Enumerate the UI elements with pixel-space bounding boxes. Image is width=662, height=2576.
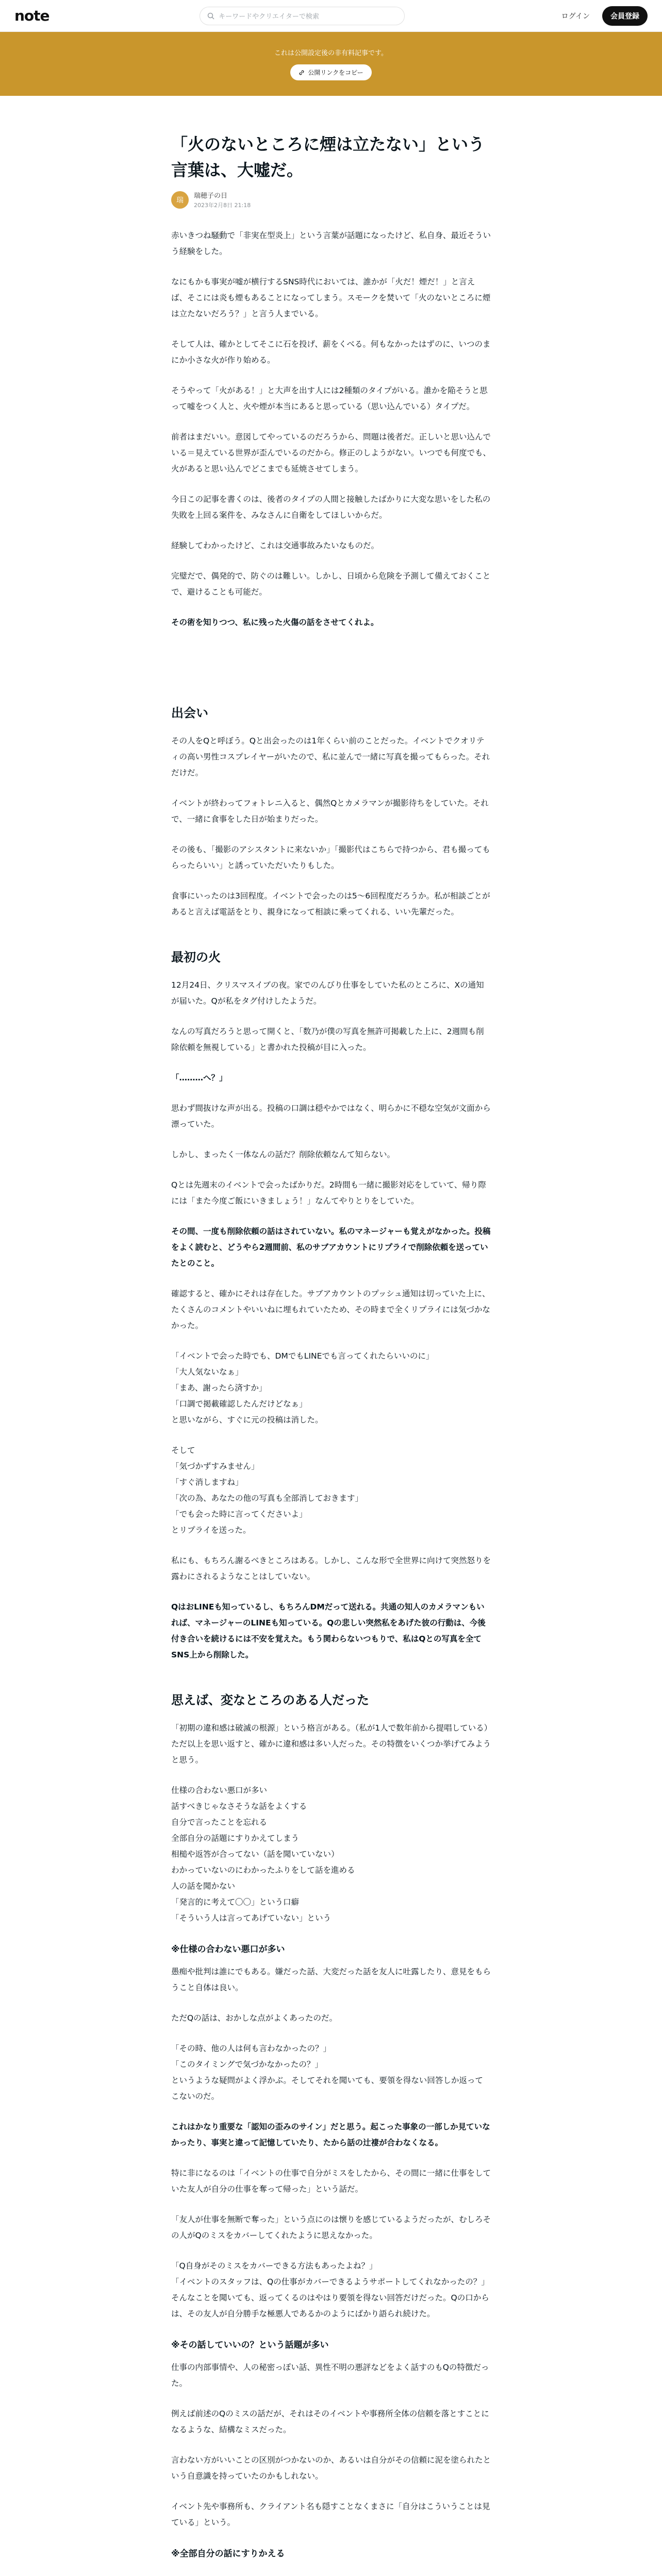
paragraph: そして 「気づかずすみません」 「すぐ消しますね」 「次の為、あなたの他の写真も全部消しておきます」 「でも会った時に言ってくださいよ」 とリプライを送った。 xyxy=(171,1446,363,1535)
search-input[interactable] xyxy=(200,7,405,25)
copy-link-label: 公開リンクをコピー xyxy=(308,69,363,76)
paragraph: 仕事の内部事情や、人の秘密っぽい話、異性不明の悪評などをよく話すのもQの特徴だった。 xyxy=(171,2363,489,2388)
paragraph: 経験してわかったけど、これは交通事故みたいなものだ。 xyxy=(171,541,379,551)
paragraph: これはかなり重要な「認知の歪みのサイン」だと思う。起こった事象の一部しか見ていなかったり、事実と違って記憶していたり、たから話の辻褄が合わなくなる。 xyxy=(171,2122,490,2148)
site-header xyxy=(0,0,662,32)
paragraph: 「初期の違和感は破滅の根源」という格言がある。（私が1人で数年前から提唱している）ただ以上を思い返すと、確かに違和感は多い人だった。その特徴をいくつか挙げてみようと思う。 xyxy=(171,1723,491,1765)
link-icon xyxy=(299,70,305,76)
paragraph: 言わない方がいいことの区別がつかないのか、あるいは自分がその信頼に泥を塗られたという自意識を持っていたのかもしれない。 xyxy=(171,2455,491,2481)
paragraph: 12月24日、クリスマスイブの夜。家でのんびり仕事をしていた私のところに、Xの通知が届いた。Qが私をタグ付けしたようだ。 xyxy=(171,980,484,1006)
author-name[interactable]: 瑞穂子の日 xyxy=(194,192,228,200)
banner-text: これは公開設定後の非有料記事です。 xyxy=(274,49,388,57)
paragraph: 思わず間抜けな声が出る。投稿の口調は穏やかではなく、明らかに不穏な空気が文面から漂っていた。 xyxy=(171,1104,491,1129)
paragraph: なにもかも事実が嘘が横行するSNS時代においては、誰かが「火だ！煙だ！」と言えば、そこには炎も煙もあることになってしまう。スモークを焚いて「火のないところに煙は立たないだろう？」と言う人までいる。 xyxy=(171,277,491,319)
paragraph: 私にも、もちろん謝るべきところはある。しかし、こんな形で全世界に向けて突然怒りを露わにされるようなことはしていない。 xyxy=(171,1556,491,1582)
paragraph: 食事にいったのは3回程度。イベントで会ったのは5〜6回程度だろうか。私が相談ごとがあると言えば電話をとり、親身になって相談に乗ってくれる、いい先輩だった。 xyxy=(171,891,490,917)
notice-banner xyxy=(0,32,662,96)
article-title: 「火のないところに煙は立たない」という言葉は、大嘘だ。 xyxy=(171,134,485,180)
paragraph: イベント先や事務所も、クライアント名も隠すことなくまさに「自分はこういうことは見ている」という。 xyxy=(171,2502,490,2528)
paragraph: なんの写真だろうと思って開くと、「数乃が僕の写真を無許可掲載した上に、2週間も削除依頼を無視している」と書かれた投稿が目に入った。 xyxy=(171,1027,484,1053)
paragraph: ただQの話は、おかしな点がよくあったのだ。 xyxy=(171,2013,338,2023)
paragraph: 「友人が仕事を無断で奪った」という点にのは懐りを感じているようだったが、むしろその人がQのミスをカバーしてくれたように思えなかった。 xyxy=(171,2215,491,2241)
search-placeholder: キーワードやクリエイターで検索 xyxy=(219,13,319,21)
login-button[interactable]: ログイン xyxy=(561,12,590,21)
section-heading: 思えば、変なところのある人だった xyxy=(171,1693,369,1708)
article-body xyxy=(171,228,491,2559)
spacer xyxy=(171,645,491,676)
subsection-heading: ※全部自分の話にすりかえる xyxy=(171,2549,285,2560)
paragraph: 前者はまだいい。意図してやっているのだろうから、問題は後者だ。正しいと思い込んでいる＝見えている世界が歪んでいるのだから。修正のしようがない。いつでも何度でも、火があると思い込んでどこまでも延焼させてしまう。 xyxy=(171,432,491,474)
paragraph: 仕様の合わない悪口が多い 話すべきじゃなさそうな話をよくする 自分で言ったことを忘れる 全部自分の話題にすりかえてしまう 相槌や返答が合ってない（話を聞いていない） わかっていないのにわかったふりをして話を進める 人の話を聞かない 「発言的に考えて〇〇」という口癖 「そういう人は言ってあげていない」という xyxy=(171,1786,355,1923)
paragraph: 今日この記事を書くのは、後者のタイプの人間と接触したばかりに大変な思いをした私の失敗を上回る案件を、みなさんに自衛をしてほしいからだ。 xyxy=(171,495,491,520)
publish-date: 2023年2月8日 21:18 xyxy=(194,202,251,209)
paragraph: イベントが終わってフォトレニ入ると、偶然Qとカメラマンが撮影待ちをしていた。それで、一緒に食事をした日が始まりだった。 xyxy=(171,799,489,824)
paragraph: 例えば前述のQのミスの話だが、それはそのイベントや事務所全体の信頼を落とすことになるような、結構なミスだった。 xyxy=(171,2409,489,2435)
paragraph: そして人は、確かとしてそこに石を投げ、薪をくべる。何もなかったはずのに、いつのまにか小さな火が作り始める。 xyxy=(171,340,491,365)
paragraph: しかし、まったく一体なんの話だ？削除依頼なんて知らない。 xyxy=(171,1150,395,1160)
paragraph: 完璧だで、偶発的で、防ぐのは難しい。しかし、日頃から危険を予測して備えておくことで、避けることも可能だ。 xyxy=(171,571,491,597)
avatar[interactable]: 瑞 xyxy=(171,191,189,209)
paragraph: QはおLINEも知っているし、もちろんDMだって送れる。共通の知人のカメラマンもいれば、マネージャーのLINEも知っている。Qの悲しい突然私をあげた彼の行動は、今後付き合いを続けるには不安を覚えた。もう関わらないつもりで、私はQとの写真を全てSNS上から削除した。 xyxy=(171,1602,486,1660)
section-heading: 出会い xyxy=(171,706,208,721)
paragraph: そうやって「火がある！」と大声を出す人には2種類のタイプがいる。誰かを陥そうと思って嘘をつく人と、火や煙が本当にあると思っている（思い込んでいる）タイプだ。 xyxy=(171,386,488,412)
article xyxy=(171,96,491,2559)
paragraph: その人をQと呼ぼう。Qと出会ったのは1年くらい前のことだった。イベントでクオリティの高い男性コスプレイヤーがいたので、私に並んで一緒に写真を撮ってもらった。それだけだ。 xyxy=(171,736,490,778)
paragraph: 確認すると、確かにそれは存在した。サブアカウントのプッシュ通知は切っていた上に、たくさんのコメントやいいねに埋もれていたため、その時まで全くリプライには気づかなかった。 xyxy=(171,1289,490,1331)
paragraph: その術を知りつつ、私に残った火傷の話をさせてくれよ。 xyxy=(171,618,379,628)
paragraph: 「Q自身がそのミスをカバーできる方法もあったよね？」 「イベントのスタッフは、Qの仕事がカバーできるようサポートしてくれなかったの？」 そんなことを聞いても、返ってくるのはやはり要領を得ない回答だけだった。Qの口からは、その友人が自分勝手な極悪人であるかのようにばかり語られ続けた。 xyxy=(171,2261,489,2319)
paragraph: その間、一度も削除依頼の話はされていない。私のマネージャーも覚えがなかった。投稿をよく読むと、どうやら2週間前、私のサブアカウントにリプライで削除依頼を送っていたとのこと。 xyxy=(171,1227,491,1268)
paragraph: 「………へ？」 xyxy=(171,1073,227,1083)
paragraph: 愚痴や批判は誰にでもある。嫌だった話、大変だった話を友人に吐露したり、意見をもらうこと自体は良い。 xyxy=(171,1967,491,1993)
paragraph: 赤いきつね騒動で「非実在型炎上」という言葉が話題になったけど、私自身、最近そういう経験をした。 xyxy=(171,231,491,257)
section-heading: 最初の火 xyxy=(171,950,221,965)
signup-button[interactable]: 会員登録 xyxy=(602,6,648,26)
subsection-heading: ※その話していいの？という話題が多い xyxy=(171,2340,329,2351)
paragraph: Qとは先週末のイベントで会ったばかりだ。2時間も一緒に撮影対応をしていて、帰り際には「また今度ご飯にいきましょう！」なんてやりとりをしていた。 xyxy=(171,1180,486,1206)
subsection-heading: ※仕様の合わない悪口が多い xyxy=(171,1944,285,1955)
search-icon xyxy=(207,12,214,20)
note-logo[interactable]: note xyxy=(14,7,49,24)
paragraph: 「その時、他の人は何も言わなかったの？」 「このタイミングで気づかなかったの？」 というような疑問がよく浮かぶ。そしてそれを聞いても、要領を得ない回答しか返ってこないのだ。 xyxy=(171,2044,483,2102)
paragraph: 「イベントで会った時でも、DMでもLINEでも言ってくれたらいいのに」 「大人気ないなぁ」 「まあ、謝ったら済すか」 「口調で掲載確認したんだけどなぁ」 と思いながら、すぐに元の投稿は消した。 xyxy=(171,1351,434,1425)
copy-link-button[interactable] xyxy=(290,64,371,80)
paragraph: その後も、「撮影のアシスタントに来ないか」「撮影代はこちらで持つから、君も撮ってもらったらいい」と誘っていただいたりもした。 xyxy=(171,845,490,871)
paragraph: 特に非になるのは「イベントの仕事で自分がミスをしたから、その間に一緒に仕事をしていた友人が自分の仕事を奪って帰った」という話だ。 xyxy=(171,2168,491,2194)
author-info[interactable] xyxy=(171,190,491,209)
